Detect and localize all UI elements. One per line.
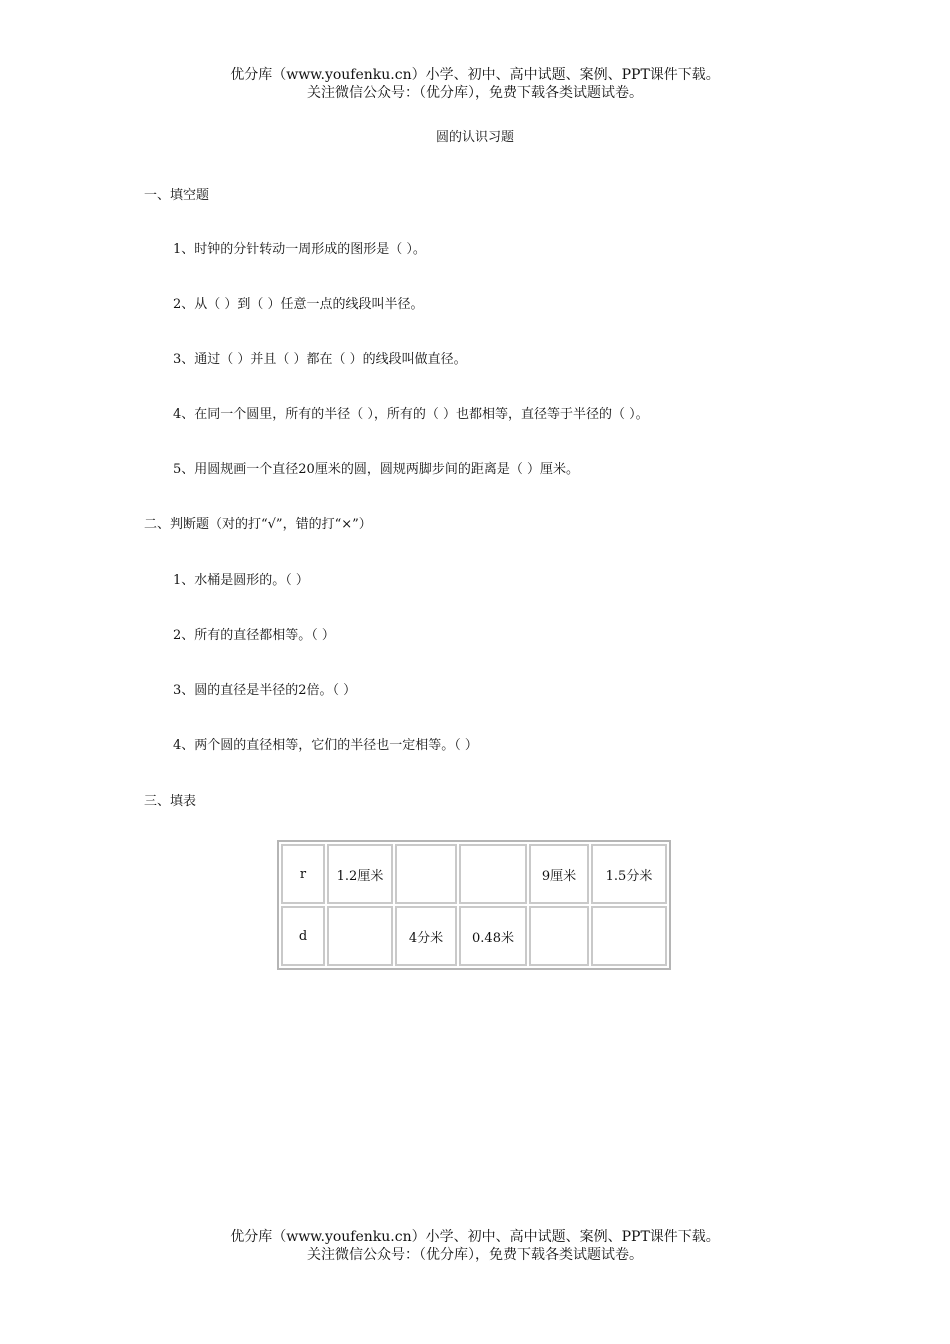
table-cell [395,844,457,904]
page-title: 圆的认识习题 [435,130,514,145]
table-cell [327,906,393,966]
section-2-heading: 二、判断题（对的打“√”，错的打“×”） [144,517,372,532]
judge-question-2: 2、所有的直径都相等。（ ） [173,628,335,643]
fill-question-1: 1、时钟的分针转动一周形成的图形是（ ）。 [173,242,426,257]
table-row-r [281,844,667,904]
table-cell: 1.5分米 [591,844,667,904]
radius-diameter-table [277,840,671,970]
section-3-heading: 三、填表 [144,794,197,809]
table-cell: d [281,906,325,966]
table-cell: r [281,844,325,904]
fill-question-3: 3、通过（ ）并且（ ）都在（ ）的线段叫做直径。 [173,352,467,367]
judge-question-1: 1、水桶是圆形的。（ ） [173,573,309,588]
table-cell [529,906,589,966]
table-cell: 1.2厘米 [327,844,393,904]
footer-line-2: 关注微信公众号：（优分库），免费下载各类试题试卷。 [307,1247,643,1263]
section-1-heading: 一、填空题 [144,188,210,203]
page-header [0,66,950,102]
fill-question-2: 2、从（ ）到（ ）任意一点的线段叫半径。 [173,297,424,312]
header-line-2: 关注微信公众号：（优分库），免费下载各类试题试卷。 [307,85,643,101]
judge-question-3: 3、圆的直径是半径的2倍。（ ） [173,683,357,698]
page-footer [0,1228,950,1264]
table-cell: 0.48米 [459,906,527,966]
table-cell: 9厘米 [529,844,589,904]
table-cell [591,906,667,966]
table-cell: 4分米 [395,906,457,966]
fill-question-4: 4、在同一个圆里，所有的半径（ ），所有的（ ）也都相等，直径等于半径的（ ）。 [173,407,649,422]
fill-question-5: 5、用圆规画一个直径20厘米的圆，圆规两脚步间的距离是（ ）厘米。 [173,462,579,477]
table-row-d [281,906,667,966]
footer-line-1: 优分库（www.youfenku.cn）小学、初中、高中试题、案例、PPT课件下载。 [230,1229,720,1245]
judge-question-4: 4、两个圆的直径相等，它们的半径也一定相等。（ ） [173,738,478,753]
table-cell [459,844,527,904]
header-line-1: 优分库（www.youfenku.cn）小学、初中、高中试题、案例、PPT课件下载。 [230,67,720,83]
